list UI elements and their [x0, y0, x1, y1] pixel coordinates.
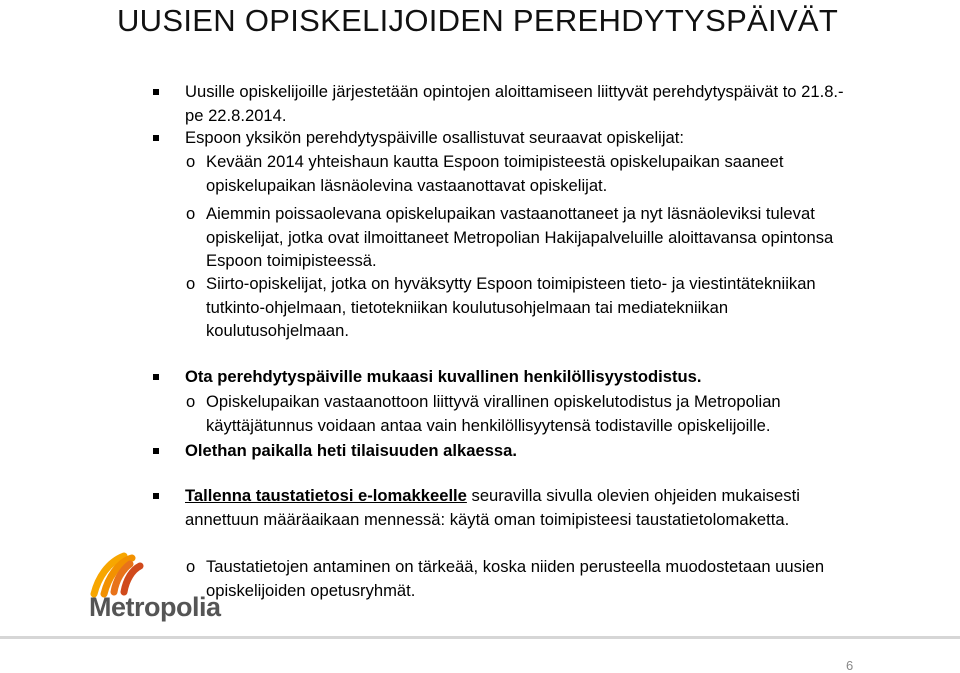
square-bullet-icon — [153, 493, 159, 499]
bullet-3-1-text: Opiskelupaikan vastaanottoon liittyvä virallinen opiskelutodistus ja Metropolian käyttäjätunnus voidaan antaa vain henkilöllisyytensä todistaville opiskelijoille. — [206, 392, 781, 435]
bullet-5-rest-text: seuravilla sivulla olevien ohjeiden mukaisesti annettuun määräaikaan mennessä: käytä oman toimipisteesi taustatietolomaketta. — [185, 486, 800, 529]
bullet-2-3-text: Siirto-opiskelijat, jotka on hyväksytty Espoon toimipisteen tieto- ja viestintätekniikan tutkinto-ohjelmaan, tietotekniikan koulutusohjelmaan tai mediatekniikan koulutusohjelmaan. — [206, 274, 816, 340]
square-bullet-icon — [153, 89, 159, 95]
bullet-2-text: Espoon yksikön perehdytyspäiville osallistuvat seuraavat opiskelijat: — [185, 128, 684, 147]
circle-bullet-icon: o — [186, 274, 196, 293]
bullet-3-text: Ota perehdytyspäiville mukaasi kuvallinen henkilöllisyystodistus. — [185, 367, 702, 386]
square-bullet-icon — [153, 135, 159, 141]
logo-wordmark: Metropolia — [89, 592, 221, 622]
square-bullet-icon — [153, 448, 159, 454]
bullet-2-2-text: Aiemmin poissaolevana opiskelupaikan vastaanottaneet ja nyt läsnäoleviksi tulevat opiskelijat, jotka ovat ilmoittaneet Metropolian Hakijapalveluille aloittavansa opintonsa Espoon toimipisteessä. — [206, 204, 834, 270]
bullet-5-bold-text: Tallenna taustatietosi e-lomakkeelle — [185, 486, 467, 505]
circle-bullet-icon: o — [186, 204, 196, 223]
bullet-5-1-text: Taustatietojen antaminen on tärkeää, koska niiden perusteella muodostetaan uusien opiskelijoiden opetusryhmät. — [206, 557, 825, 600]
circle-bullet-icon: o — [186, 392, 196, 411]
bullet-4-text: Olethan paikalla heti tilaisuuden alkaessa. — [185, 441, 518, 460]
bullet-2-1-text: Kevään 2014 yhteishaun kautta Espoon toimipisteestä opiskelupaikan saaneet opiskelupaikan läsnäolevina vastaanottavat opiskelijat. — [206, 152, 784, 195]
square-bullet-icon — [153, 374, 159, 380]
circle-bullet-icon: o — [186, 152, 196, 171]
slide-title: UUSIEN OPISKELIJOIDEN PEREHDYTYSPÄIVÄT — [117, 3, 839, 38]
bullet-1-text: Uusille opiskelijoille järjestetään opintojen aloittamiseen liittyvät perehdytyspäivät to 21.8.- pe 22.8.2014. — [185, 82, 844, 125]
page-number: 6 — [846, 658, 854, 673]
bullet-5-text — [185, 484, 865, 531]
circle-bullet-icon: o — [186, 557, 196, 576]
footer-divider — [0, 636, 960, 639]
